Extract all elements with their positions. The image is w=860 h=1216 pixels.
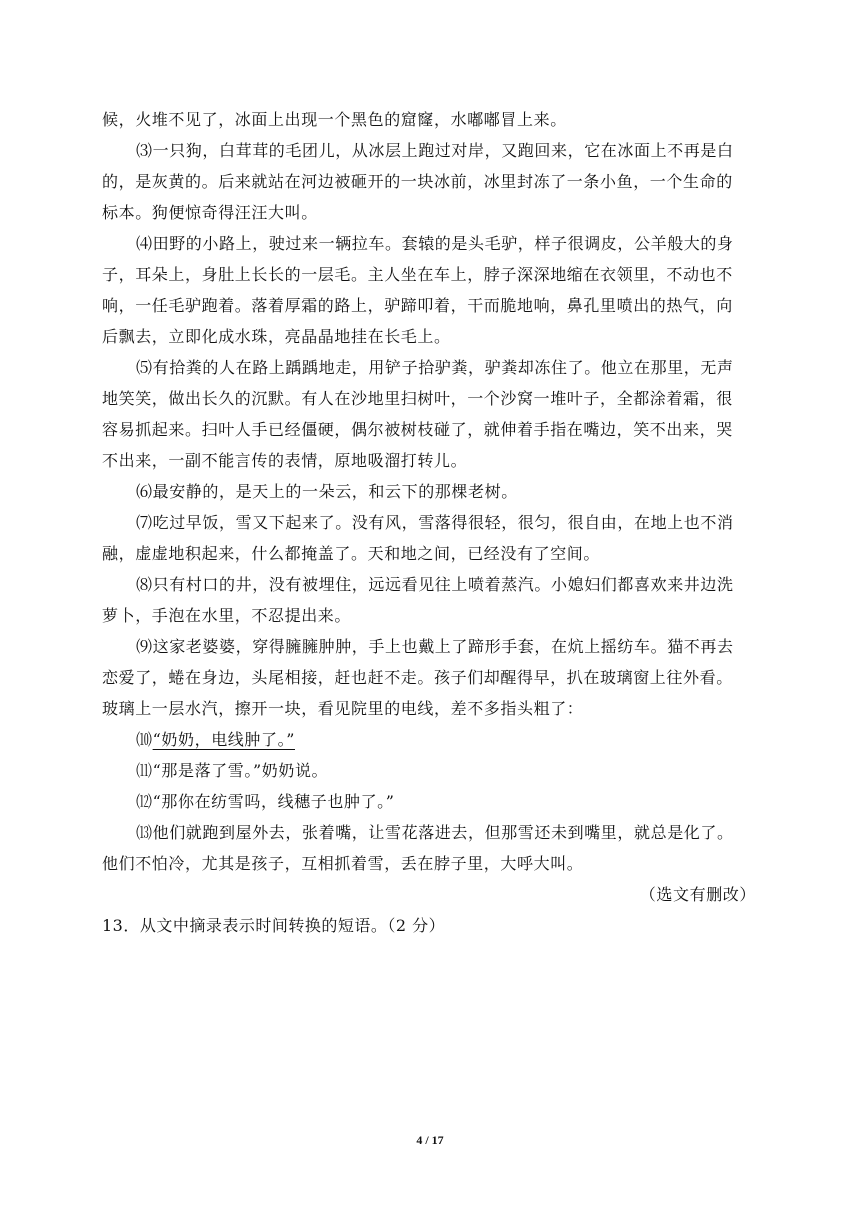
paragraph-9 [102, 631, 762, 724]
paragraph-line: 容易抓起来。扫叶人手已经僵硬，偶尔被树枝碰了，就伸着手指在嘴边，笑不出来，哭 [102, 420, 733, 439]
paragraph-12: ⑿“那你在纺雪吗，线穗子也肿了。” [136, 792, 395, 811]
paragraph-line: ⑹最安静的，是天上的一朵云，和云下的那棵老树。 [136, 482, 518, 501]
paragraph-line: 后飘去，立即化成水珠，亮晶晶地挂在长毛上。 [102, 327, 451, 346]
paragraph-line: ⒀他们就跑到屋外去，张着嘴，让雪花落进去，但那雪还未到嘴里，就总是化了。 [136, 823, 734, 842]
paragraph-line: ⑻只有村口的井，没有被埋住，远远看见往上喷着蒸汽。小媳妇们都喜欢来井边洗 [136, 575, 734, 594]
paragraph-line: ⑺吃过早饭，雪又下起来了。没有风，雪落得很轻，很匀，很自由，在地上也不消 [136, 513, 734, 532]
paragraph-line: 的，是灰黄的。后来就站在河边被砸开的一块冰前，冰里封冻了一条小鱼，一个生命的 [102, 172, 733, 191]
paragraph-line: 不出来，一副不能言传的表情，原地吸溜打转儿。 [102, 451, 468, 470]
paragraph-line: ⑷田野的小路上，驶过来一辆拉车。套辕的是头毛驴，样子很调皮，公羊般大的身 [136, 234, 734, 253]
paragraph-line: 地笑笑，做出长久的沉默。有人在沙地里扫树叶，一个沙窝一堆叶子，全都涂着霜，很 [102, 389, 733, 408]
paragraph-line: 恋爱了，蜷在身边，头尾相接，赶也赶不走。孩子们却醒得早，扒在玻璃窗上往外看。 [102, 668, 733, 687]
paragraph-number: ⑽ [136, 730, 153, 749]
paragraph-line: 标本。狗便惊奇得汪汪大叫。 [102, 203, 318, 222]
paragraph-line: 他们不怕冷，尤其是孩子，互相抓着雪，丢在脖子里，大呼大叫。 [102, 854, 584, 873]
paragraph-3 [102, 135, 762, 228]
paragraph-line: ⑼这家老婆婆，穿得臃臃肿肿，手上也戴上了蹄形手套，在炕上摇纺车。猫不再去 [136, 637, 734, 656]
paragraph-line: 子，耳朵上，身肚上长长的一层毛。主人坐在车上，脖子深深地缩在衣领里，不动也不 [102, 265, 733, 284]
paragraph-line: 融，虚虚地积起来，什么都掩盖了。天和地之间，已经没有了空间。 [102, 544, 601, 563]
paragraph-line: ⑶一只狗，白茸茸的毛团儿，从冰层上跑过对岸，又跑回来，它在冰面上不再是白 [136, 141, 734, 160]
paragraph-11: ⑾“那是落了雪。”奶奶说。 [136, 761, 329, 780]
paragraph-10 [102, 724, 762, 755]
question-13: 13．从文中摘录表示时间转换的短语。（2 分） [102, 916, 446, 935]
paragraph-6 [102, 476, 762, 507]
paragraph-7 [102, 507, 762, 569]
paragraph-2 [102, 104, 762, 135]
paragraph-line: 候，火堆不见了，冰面上出现一个黑色的窟窿，水嘟嘟冒上来。 [102, 110, 567, 129]
paragraph-line: 玻璃上一层水汽，擦开一块，看见院里的电线，差不多指头粗了： [102, 699, 584, 718]
paragraph-line: 萝卜，手泡在水里，不忍提出来。 [102, 606, 352, 625]
paragraph-5 [102, 352, 762, 476]
underlined-quote: “奶奶，电线肿了。” [152, 730, 295, 749]
paragraph-4 [102, 228, 762, 352]
paragraph-line: 响，一任毛驴跑着。落着厚霜的路上，驴蹄叩着，干而脆地响，鼻孔里喷出的热气，向 [102, 296, 733, 315]
source-note: （选文有删改） [639, 885, 756, 904]
passage-text [102, 104, 762, 941]
page-number: 4 / 17 [416, 1133, 444, 1147]
paragraph-13 [102, 817, 762, 879]
paragraph-8 [102, 569, 762, 631]
paragraph-line: ⑸有拾粪的人在路上踽踽地走，用铲子拾驴粪，驴粪却冻住了。他立在那里，无声 [136, 358, 734, 377]
